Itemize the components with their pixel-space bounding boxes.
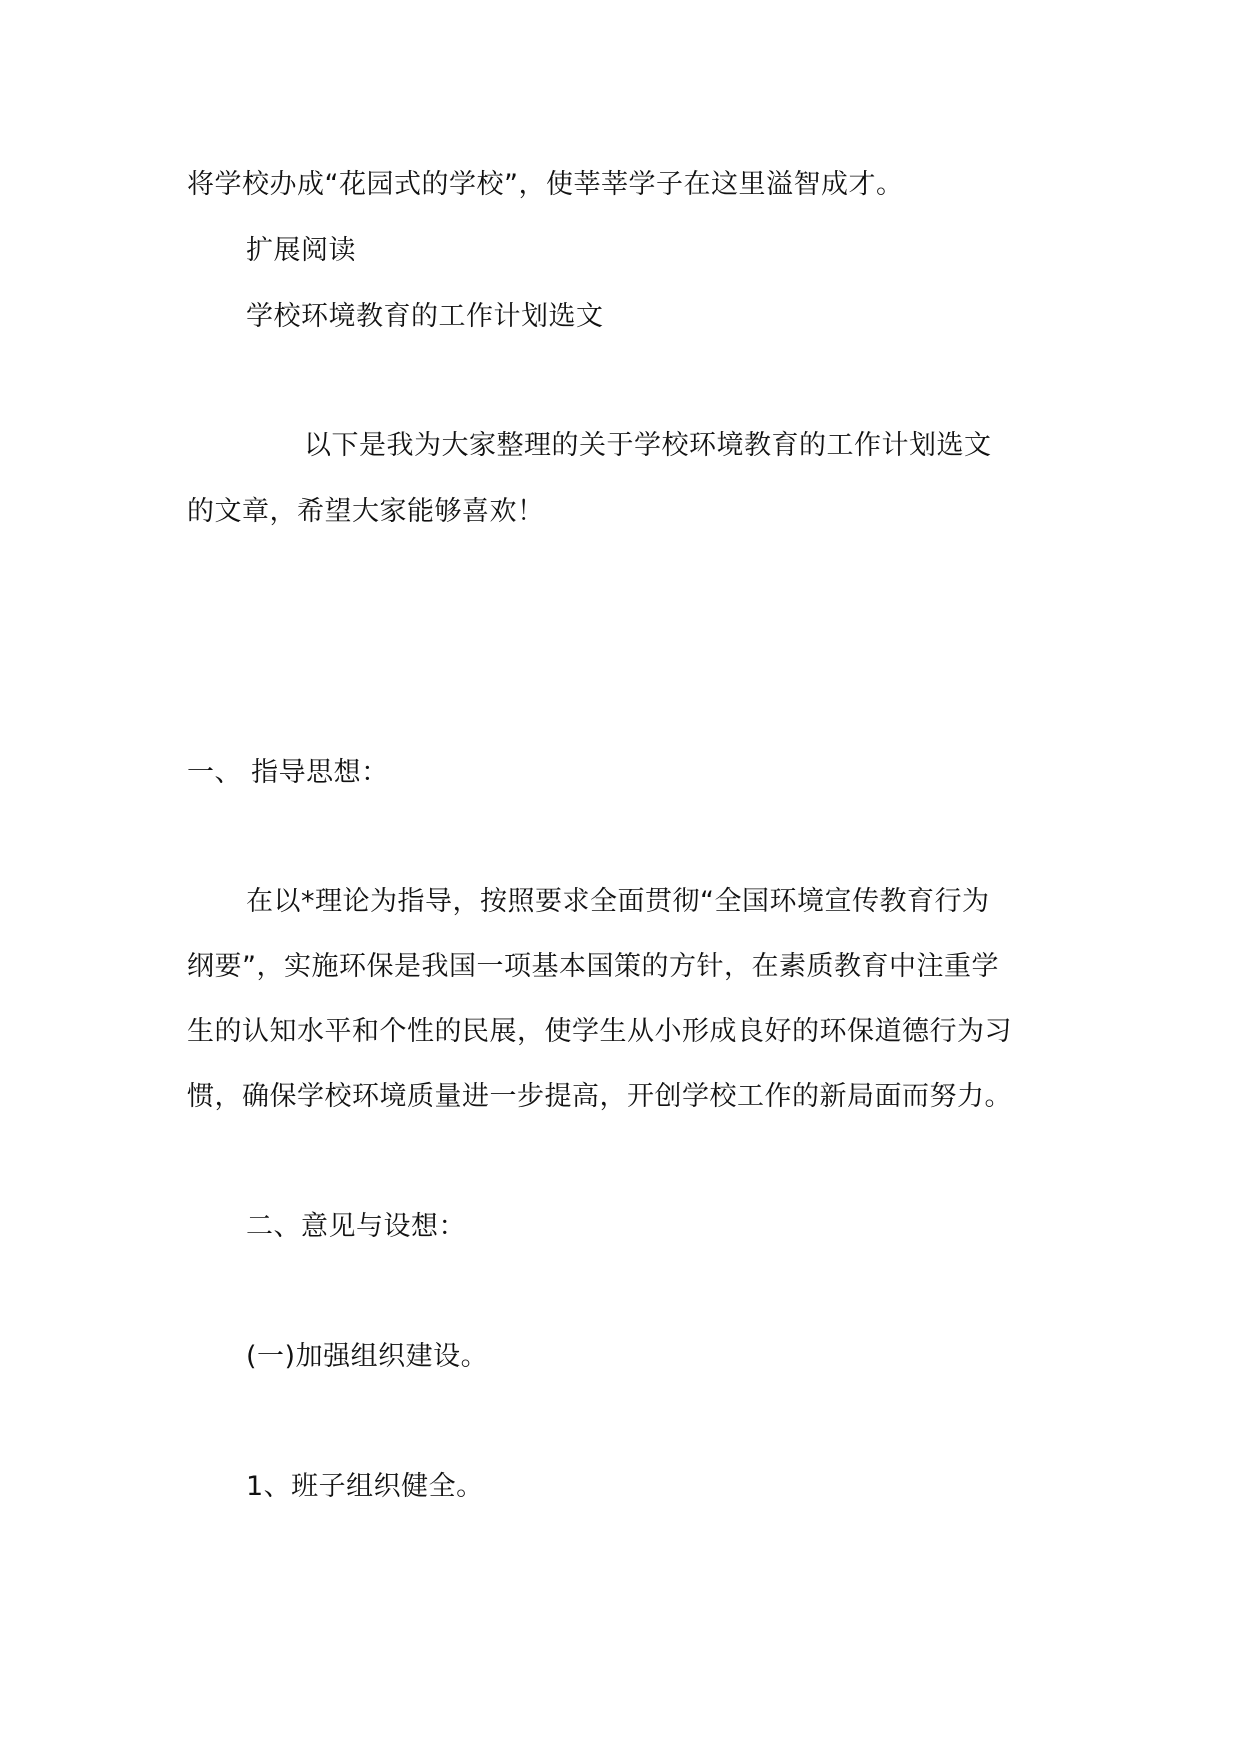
body-text-line-1: 在以*理论为指导，按照要求全面贯彻“全国环境宣传教育行为: [246, 886, 990, 917]
extended-reading-label: 扩展阅读: [246, 235, 356, 266]
section-heading-1: 一、 指导思想：: [187, 757, 389, 788]
intro-text-line-2: 的文章，希望大家能够喜欢！: [187, 496, 545, 527]
article-title: 学校环境教育的工作计划选文: [246, 301, 604, 332]
intro-text-line-1: 以下是我为大家整理的关于学校环境教育的工作计划选文: [304, 430, 992, 461]
body-text-line-4: 惯，确保学校环境质量进一步提高，开创学校工作的新局面而努力。: [187, 1081, 1012, 1112]
list-item: 1、班子组织健全。: [246, 1471, 484, 1502]
body-text-line-3: 生的认知水平和个性的民展，使学生从小形成良好的环保道德行为习: [187, 1016, 1012, 1047]
subsection-heading: (一)加强组织建设。: [246, 1341, 489, 1372]
paragraph-text: 将学校办成“花园式的学校”，使莘莘学子在这里溢智成才。: [187, 169, 904, 200]
body-text-line-2: 纲要”，实施环保是我国一项基本国策的方针，在素质教育中注重学: [187, 951, 999, 982]
section-heading-2: 二、意见与设想：: [246, 1211, 466, 1242]
